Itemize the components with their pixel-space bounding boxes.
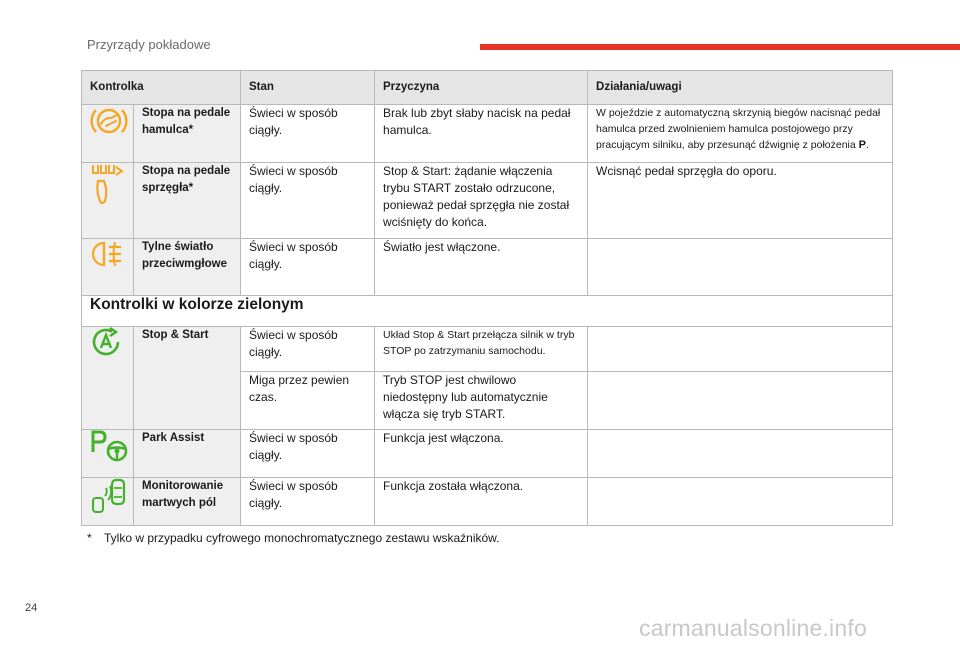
state-cell: Miga przez pewien czas. [241,372,375,430]
page-number: 24 [25,602,38,614]
table-row [82,478,893,526]
action-cell [588,478,893,526]
warning-lights-table [81,70,893,526]
table-row [82,327,893,372]
cause-cell: Tryb STOP jest chwilowo niedostępny lub automatycznie włącza się tryb START. [375,372,588,430]
light-name: Park Assist [134,430,241,478]
clutch-pedal-icon [90,163,125,207]
column-header: Stan [241,71,375,105]
cause-cell: Światło jest włączone. [375,239,588,296]
action-cell [588,239,893,296]
light-name: Stopa na pedale sprzęgła* [134,163,241,239]
column-header: Kontrolka [82,71,241,105]
icon-cell [82,430,134,478]
light-name: Stopa na pedale hamulca* [134,105,241,163]
state-cell: Świeci w sposób ciągły. [241,163,375,239]
footnote-marker: * [87,531,92,545]
brake-pedal-icon [90,105,125,137]
action-cell [588,372,893,430]
section-heading-row [82,296,893,327]
light-name: Stop & Start [134,327,241,430]
green-lights-heading: Kontrolki w kolorze zielonym [82,296,893,327]
cause-cell: Stop & Start: żądanie włączenia trybu START zostało odrzucone, ponieważ pedał sprzęgła nie został wciśnięty do końca. [375,163,588,239]
light-name: Monitorowanie martwych pól [134,478,241,526]
table-row [82,105,893,163]
footnote-text: Tylko w przypadku cyfrowego monochromatycznego zestawu wskaźników. [104,531,500,545]
column-header: Działania/uwagi [588,71,893,105]
state-cell: Świeci w sposób ciągły. [241,327,375,372]
action-cell [588,430,893,478]
footnote [87,531,500,545]
section-title: Przyrządy pokładowe [87,37,211,52]
cause-cell: Funkcja jest włączona. [375,430,588,478]
cause-cell: Układ Stop & Start przełącza silnik w tryb STOP po zatrzymaniu samochodu. [375,327,588,372]
icon-cell [82,163,134,239]
stop-start-icon [90,327,125,357]
table-header-row [82,71,893,105]
table-row [82,430,893,478]
icon-cell [82,478,134,526]
state-cell: Świeci w sposób ciągły. [241,239,375,296]
cause-cell: Funkcja została włączona. [375,478,588,526]
table-row [82,163,893,239]
watermark: carmanualsonline.info [639,615,867,641]
park-assist-icon [90,430,125,462]
icon-cell [82,239,134,296]
icon-cell [82,105,134,163]
action-cell [588,327,893,372]
column-header: Przyczyna [375,71,588,105]
state-cell: Świeci w sposób ciągły. [241,430,375,478]
action-cell: Wcisnąć pedał sprzęgła do oporu. [588,163,893,239]
state-cell: Świeci w sposób ciągły. [241,478,375,526]
blind-spot-icon [90,478,125,514]
icon-cell [82,327,134,430]
state-cell: Świeci w sposób ciągły. [241,105,375,163]
rear-fog-light-icon [90,239,125,269]
table-row [82,239,893,296]
cause-cell: Brak lub zbyt słaby nacisk na pedał hamulca. [375,105,588,163]
action-cell: W pojeździe z automatyczną skrzynią biegów nacisnąć pedał hamulca przed zwolnieniem hamulca postojowego przy pracującym silniku, aby przesunąć dźwignię z położenia P. [588,105,893,163]
header-accent-bar [480,44,960,50]
light-name: Tylne światło przeciwmgłowe [134,239,241,296]
